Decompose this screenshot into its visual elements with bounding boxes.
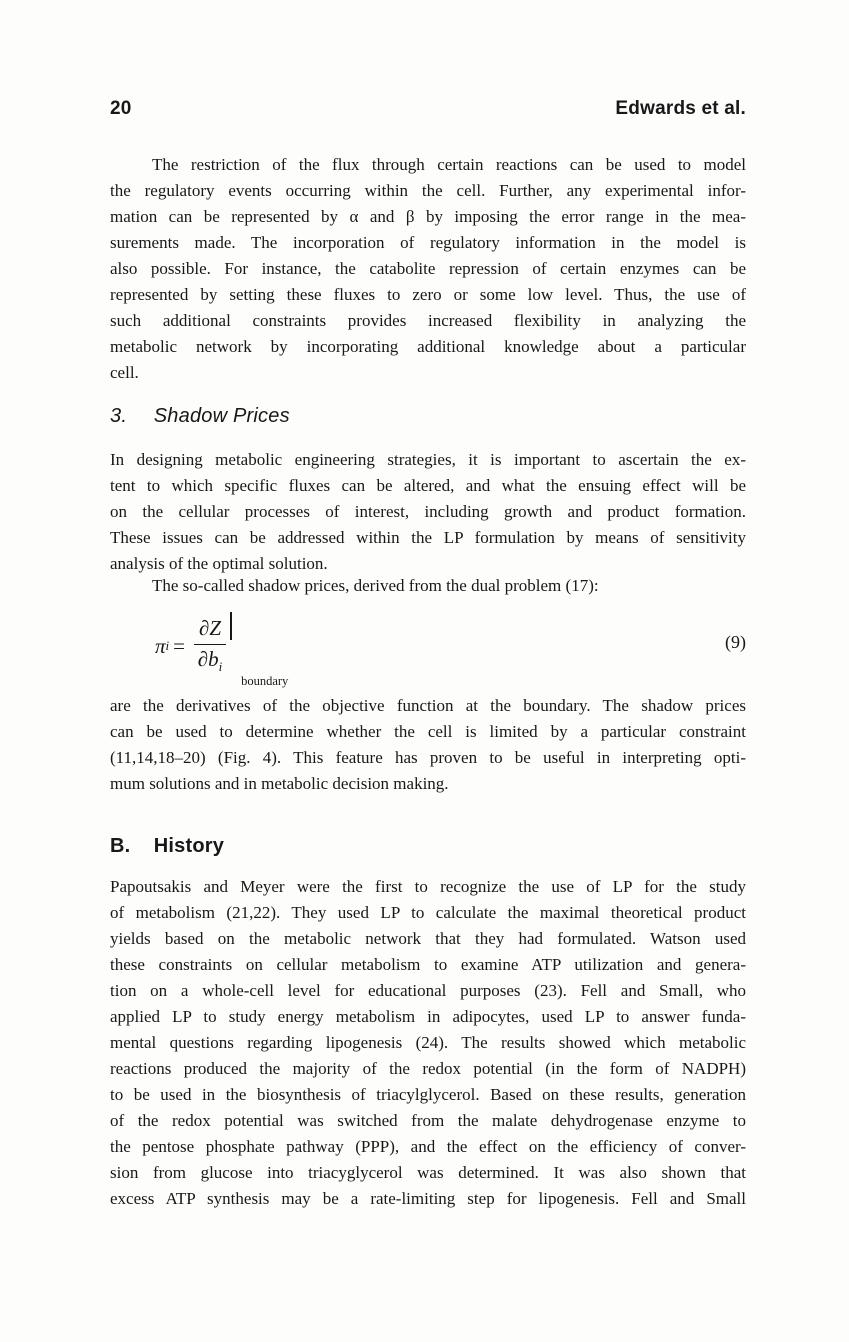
section-heading-shadow-prices	[110, 405, 746, 428]
boundary-label: boundary	[241, 674, 289, 688]
running-head: Edwards et al.	[615, 98, 746, 119]
text-line: metabolic network by incorporating additional knowledge about a particular	[110, 337, 746, 356]
section-title: History	[153, 835, 225, 857]
text-line: tent to which specific fluxes can be altered, and what the ensuing effect will be	[110, 476, 746, 495]
text-line: In designing metabolic engineering strategies, it is important to ascertain the ex-	[110, 450, 746, 469]
equation-9	[110, 608, 746, 694]
text-line: are the derivatives of the objective function at the boundary. The shadow prices	[110, 696, 746, 715]
text-line: can be used to determine whether the cell is limited by a particular constraint	[110, 722, 746, 741]
running-header	[110, 98, 746, 120]
page-number: 20	[110, 98, 132, 119]
denominator-subscript: i	[218, 659, 223, 675]
text-line: reactions produced the majority of the redox potential (in the form of NADPH)	[110, 1059, 746, 1078]
text-line: yields based on the metabolic network that they had formulated. Watson used	[110, 929, 746, 948]
equation-expression	[155, 614, 289, 688]
shadow-prices-paragraph	[110, 447, 746, 577]
text-line: cell.	[110, 363, 139, 382]
text-line: the pentose phosphate pathway (PPP), and the effect on the efficiency of conver-	[110, 1137, 746, 1156]
right-bracket	[230, 612, 232, 640]
section-number: B.	[110, 835, 131, 857]
intro-paragraph	[110, 152, 746, 386]
pi-subscript: i	[165, 638, 170, 653]
text-line: The so-called shadow prices, derived from the dual problem (17):	[152, 576, 599, 595]
text-line: mation can be represented by α and β by imposing the error range in the mea-	[110, 207, 746, 226]
denominator-text: ∂b	[197, 647, 219, 672]
fraction-numerator: ∂Z	[194, 616, 226, 645]
text-line: such additional constraints provides increased flexibility in analyzing the	[110, 311, 746, 330]
evaluation-bracket	[230, 614, 289, 688]
text-line: also possible. For instance, the catabolite repression of certain enzymes can be	[110, 259, 746, 278]
equation-number: (9)	[725, 632, 746, 652]
section-heading-history	[110, 835, 746, 858]
text-line: Papoutsakis and Meyer were the first to recognize the use of LP for the study	[110, 877, 746, 896]
text-line: surements made. The incorporation of regulatory information in the model is	[110, 233, 746, 252]
text-line: on the cellular processes of interest, including growth and product formation.	[110, 502, 746, 521]
text-line: The restriction of the flux through certain reactions can be used to model	[152, 155, 746, 174]
equation-row	[110, 608, 746, 688]
history-paragraph	[110, 874, 746, 1212]
text-line: of metabolism (21,22). They used LP to calculate the maximal theoretical product	[110, 903, 746, 922]
text-line: tion on a whole-cell level for educational purposes (23). Fell and Small, who	[110, 981, 746, 1000]
text-line: excess ATP synthesis may be a rate-limiting step for lipogenesis. Fell and Small	[110, 1189, 746, 1208]
text-line: represented by setting these fluxes to zero or some low level. Thus, the use of	[110, 285, 746, 304]
text-line: (11,14,18–20) (Fig. 4). This feature has proven to be useful in interpreting opti-	[110, 748, 746, 767]
text-line: to be used in the biosynthesis of triacylglycerol. Based on these results, generation	[110, 1085, 746, 1104]
equals-sign: =	[173, 633, 185, 658]
text-line: of the redox potential was switched from the malate dehydrogenase enzyme to	[110, 1111, 746, 1130]
fraction-denominator	[198, 645, 223, 675]
text-line: the regulatory events occurring within the cell. Further, any experimental infor-	[110, 181, 746, 200]
pi-symbol: π	[155, 633, 166, 658]
section-title: Shadow Prices	[153, 405, 290, 427]
text-line: these constraints on cellular metabolism to examine ATP utilization and genera-	[110, 955, 746, 974]
text-line: These issues can be addressed within the LP formulation by means of sensitivity	[110, 528, 746, 547]
equation-lead-in	[110, 573, 746, 599]
derivatives-paragraph	[110, 693, 746, 797]
text-line: analysis of the optimal solution.	[110, 554, 328, 573]
text-line: sion from glucose into triacyglycerol was determined. It was also shown that	[110, 1163, 746, 1182]
text-line: mum solutions and in metabolic decision making.	[110, 774, 449, 793]
fraction	[194, 616, 226, 675]
section-number: 3.	[110, 405, 128, 427]
text-line: mental questions regarding lipogenesis (24). The results showed which metabolic	[110, 1033, 746, 1052]
text-line: applied LP to study energy metabolism in adipocytes, used LP to answer funda-	[110, 1007, 746, 1026]
